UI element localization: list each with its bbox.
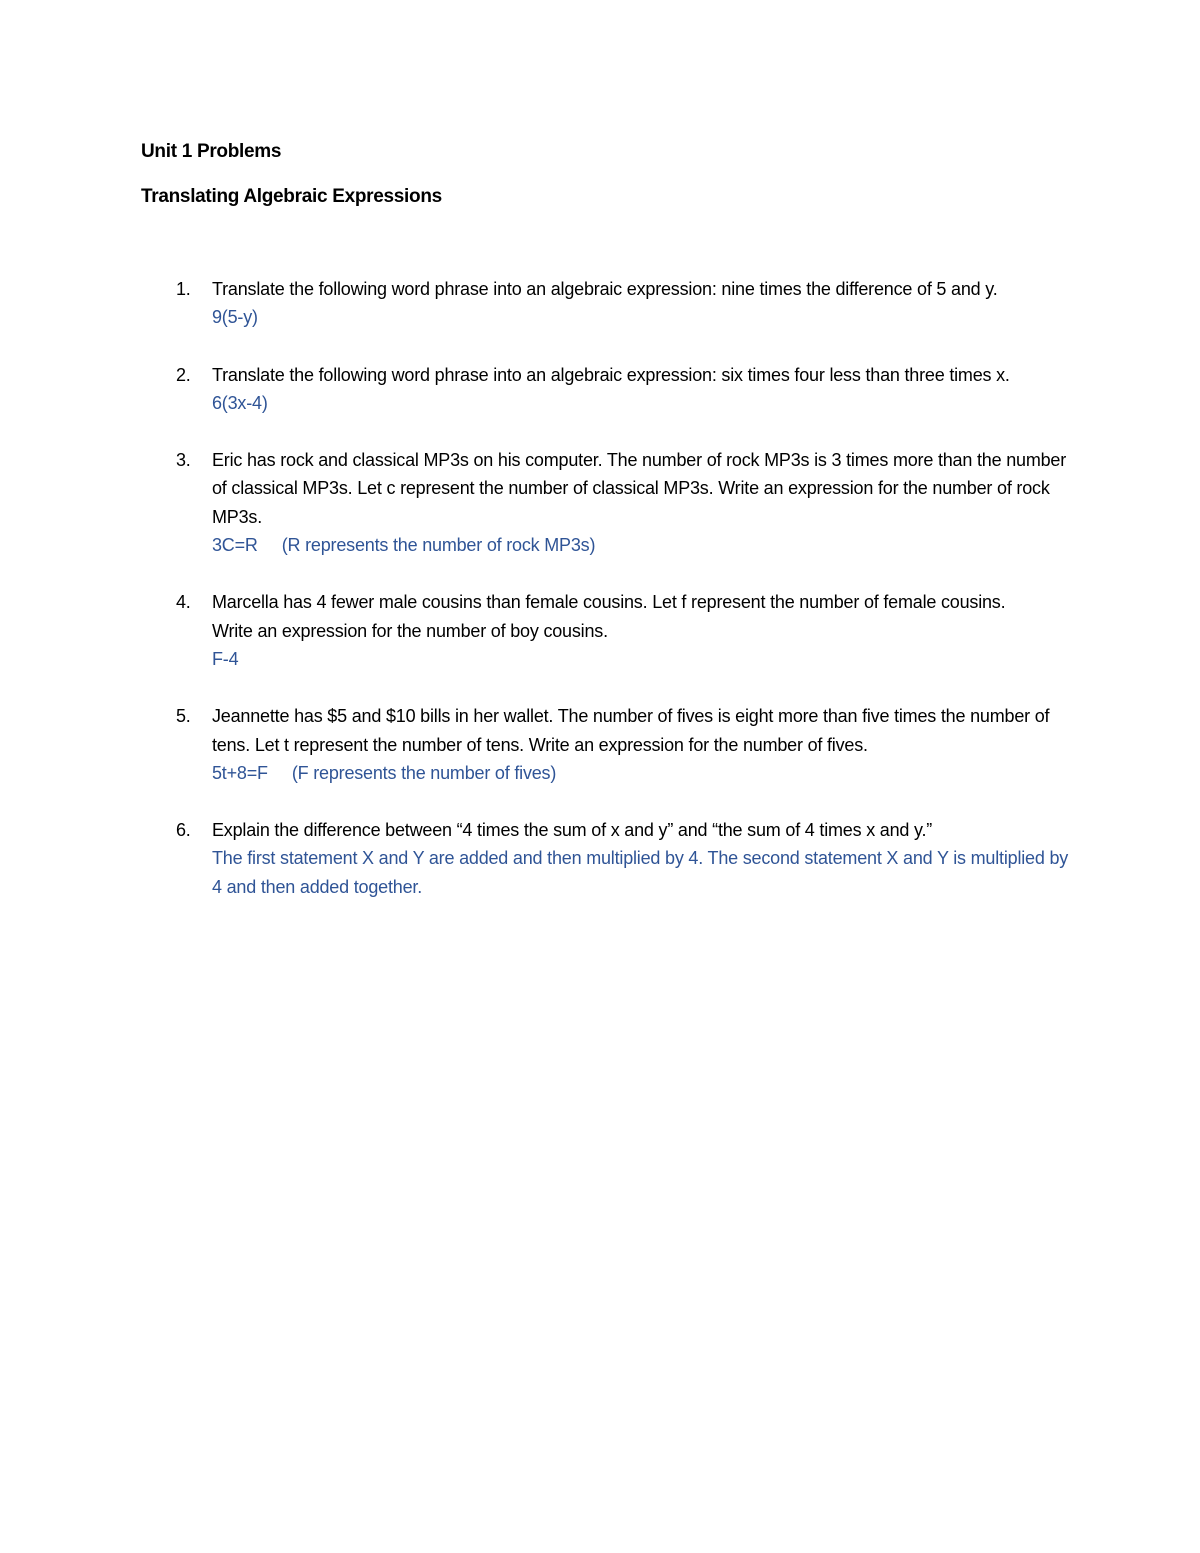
- problem-question: Explain the difference between “4 times the sum of x and y” and “the sum of 4 times x and y.”: [212, 820, 933, 841]
- answer-text: The first statement X and Y are added and then multiplied by 4. The second statement X and Y is multiplied by 4 and then added together.: [212, 848, 1069, 897]
- answer-note: (R represents the number of rock MP3s): [281, 535, 596, 556]
- problem-answer: [212, 303, 1072, 331]
- problem-number: 4.: [176, 592, 191, 613]
- problem-question: Translate the following word phrase into an algebraic expression: nine times the difference of 5 and y.: [212, 279, 998, 299]
- problem-question: Marcella has 4 fewer male cousins than female cousins. Let f represent the number of female cousins. Write an expression for the number of boy cousins.: [212, 592, 1006, 641]
- problem-question: Eric has rock and classical MP3s on his computer. The number of rock MP3s is 3 times more than the number of classical MP3s. Let c represent the number of classical MP3s. Write an expression for the number of rock MP3s.: [212, 450, 1067, 527]
- problem-number: 5.: [176, 706, 191, 727]
- problem-number: 2.: [176, 364, 191, 385]
- document-title: Unit 1 Problems: [141, 141, 282, 162]
- answer-text: F-4: [212, 648, 239, 669]
- problem-answer: [212, 389, 1072, 417]
- problem-number: 3.: [176, 450, 191, 471]
- answer-text: 5t+8=F: [212, 762, 268, 783]
- answer-note: (F represents the number of fives): [291, 762, 557, 783]
- problem-item: [0, 361, 1072, 418]
- problem-answer: [212, 759, 1072, 787]
- problem-item: [0, 275, 1072, 332]
- problem-item: [0, 588, 1072, 673]
- answer-text: 9(5-y): [212, 307, 258, 328]
- answer-text: 3C=R: [212, 535, 258, 556]
- problem-question: Translate the following word phrase into an algebraic expression: six times four less than three times x.: [212, 364, 1010, 385]
- problem-answer: [212, 844, 1072, 901]
- problem-answer: [212, 645, 1072, 673]
- answer-text: 6(3x-4): [212, 392, 268, 413]
- problem-number: 6.: [176, 820, 191, 841]
- problem-answer: [212, 531, 1072, 559]
- problem-list: [0, 275, 1200, 930]
- document-subtitle: Translating Algebraic Expressions: [141, 186, 442, 207]
- problem-item: [0, 702, 1072, 787]
- problem-item: [0, 816, 1072, 901]
- problem-question: Jeannette has $5 and $10 bills in her wallet. The number of fives is eight more than five times the number of tens. Let t represent the number of tens. Write an expression for the number of fives.: [212, 706, 1050, 755]
- problem-item: [0, 446, 1072, 559]
- problem-number: 1.: [176, 279, 191, 299]
